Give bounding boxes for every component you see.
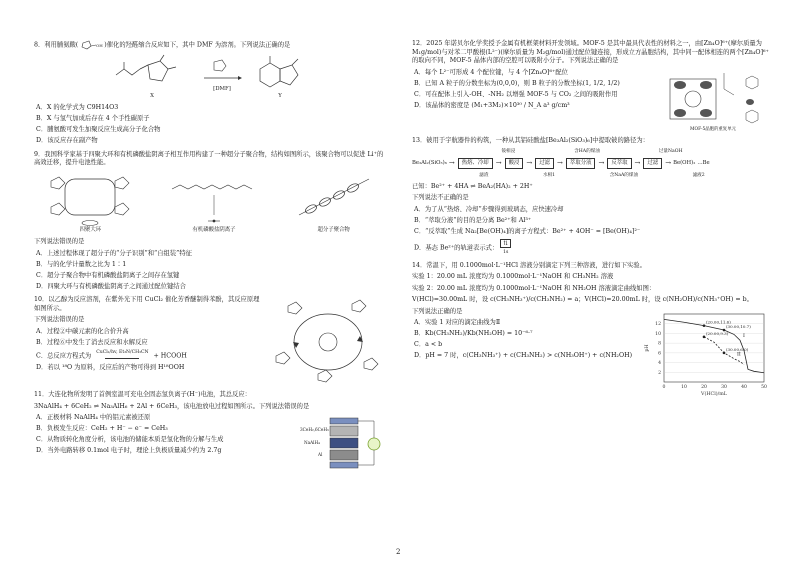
x-tick-label: 0	[662, 384, 666, 390]
flow-step-1: 热熔、冷却	[458, 158, 493, 169]
q8-option-c[interactable]: C．脯氨酸可发生加聚反应生成高分子化合物	[36, 126, 161, 134]
battery-label-al: Al	[318, 452, 323, 458]
macrocycle-icon	[45, 171, 135, 227]
y-tick-label: 4	[658, 360, 661, 366]
q10-stem: 10．以乙醇为反应溶剂，在紫外光下用 CuCl₂ 催化芳香醚制得苯酚，其反应原理如图所示。	[34, 296, 260, 312]
y-tick-label: 10	[655, 331, 661, 337]
q11-option-d[interactable]: D．当外电路转移 0.1mol 电子时，理论上负极质量减少约为 2.7g	[36, 447, 222, 455]
q13-option-d[interactable]: D．基态 Be²⁺的轨道表示式： ⇅ 1s	[412, 239, 772, 257]
q11-option-b[interactable]: B．负极发生反应：CeH₂ + H⁻ − e⁻ = CeH₃	[36, 425, 168, 433]
x-axis-label: V(HCl)/mL	[701, 391, 727, 397]
series-label-I: I	[743, 333, 745, 339]
y-tick-label: 6	[658, 350, 661, 356]
q13-note: 已知：Be²⁺ + 4HA ⇌ BeA₂(HA)₂ + 2H⁺	[412, 182, 533, 190]
q8-stem: 8．利用脯氨酸(	[34, 41, 79, 49]
mof5-cell-icon	[654, 69, 772, 127]
x-tick-label: 30	[721, 384, 727, 390]
q11-stem: 11．大连化物所发明了首例室温可充电全固态氢负离子(H⁻)电池，其总反应：	[34, 391, 251, 399]
dmf-label: [DMF]	[213, 86, 231, 92]
flow-arrow-icon: →	[526, 159, 533, 168]
y-tick-label: 12	[655, 321, 661, 327]
series-label-II: II	[737, 352, 741, 358]
q11-option-c[interactable]: C．从物质转化角度分析，该电池的储能本质是氢化物的分解与生成	[36, 436, 224, 444]
q9-figure	[34, 171, 386, 234]
battery-figure	[300, 414, 386, 472]
molecule-y-icon	[252, 53, 308, 93]
data-point-label: (20.00,9.3)	[706, 330, 729, 336]
question-9	[34, 151, 386, 291]
caption-polymer: 超分子聚合物	[317, 226, 350, 233]
q9-option-d[interactable]: D．四聚大环与有机磷酸盐阴离子之间通过配位键结合	[36, 282, 186, 290]
q12-option-c[interactable]: C．可在配体上引入-OH、-NH₂ 以增强 MOF-5 与 CO₂ 之间的吸附作用	[414, 90, 618, 98]
flow-arrow-icon: →	[598, 159, 605, 168]
data-point-label: (30.00,10.7)	[726, 323, 751, 329]
q12-option-a[interactable]: A．每个 L²⁻可形成 4 个配位键，与 4 个[Zn₄O]⁶⁺配位	[414, 68, 568, 76]
q12-option-b[interactable]: B．已知 A 粒子的分数坐标为(0,0,0)，则 B 粒子的分数坐标(1, 1/2, 1/2)	[414, 79, 620, 87]
flow-end: …Be	[697, 160, 710, 167]
data-point	[703, 324, 706, 327]
flow-arrow-icon: →	[448, 159, 455, 168]
q14-exp2: 实验 2：20.00 mL 浓度均为 0.1000mol·L⁻¹NaOH 和 NH₂OH 溶液滴定曲线如图：	[412, 284, 656, 292]
svg-text:OH: OH	[96, 43, 104, 48]
x-tick-label: 40	[741, 384, 747, 390]
q10-ask: 下列说法错误的是	[34, 316, 85, 324]
phosphate-anion-icon	[168, 171, 260, 227]
flow-bottom-0: 滤渣	[479, 173, 489, 179]
question-14	[412, 262, 772, 398]
flow-step-6: 过滤	[643, 158, 662, 169]
titration-chart	[642, 308, 772, 398]
q10-option-a[interactable]: A．过程②中碳元素的化合价升高	[36, 327, 129, 335]
flow-step-3: 过滤	[535, 158, 554, 169]
q9-option-a[interactable]: A．上述过程体现了超分子的“分子识别”和“自组装”特征	[36, 249, 192, 257]
q8-stem-2: )催化的羟醛缩合反应如下，其中 DMF 为溶剂。下列说法正确的是	[104, 41, 291, 49]
data-point-label: (30.00,6.0)	[726, 346, 749, 352]
q13-option-c[interactable]: C．“反萃取”生成 Na₂[Be(OH)₄]的离子方程式：Be²⁺ + 4OH⁻ = [Be(OH)₄]²⁻	[414, 227, 641, 235]
q8-option-a[interactable]: A．X 的化学式为 C9H14O3	[36, 104, 119, 112]
flow-start: Be₃Al₂(SiO₃)₆	[412, 160, 447, 167]
q14-stem: 14．常温下，用 0.1000mol·L⁻¹HCl 溶液分别滴定下列三种溶液，进行如下实验。	[412, 261, 646, 269]
left-column	[34, 40, 386, 472]
battery-label-ceh: 3CeH₂,6CeH₃	[300, 427, 329, 433]
q11-option-a[interactable]: A．正极材料 NaAlH₄ 中的铝元素被还原	[36, 414, 151, 422]
flow-arrow-icon: →	[557, 159, 563, 168]
flow-arrow-icon: →	[495, 159, 502, 168]
x-tick-label: 50	[761, 384, 767, 390]
q9-option-c[interactable]: C．超分子聚合物中有机磷酸盐阴离子之间存在氢键	[36, 271, 180, 279]
q14-ask: 下列说法正确的是	[412, 307, 463, 315]
flow-product: Be(OH)₂	[673, 160, 696, 167]
flow-top-0: 铍相浸	[501, 148, 516, 154]
q10-option-c[interactable]: C．总反应方程式为 CuCl₂/hv, Et₃N/CH₃CN + HCOOH	[36, 349, 187, 360]
y-tick-label: 2	[658, 370, 661, 376]
molecule-x-icon	[112, 53, 192, 93]
flow-arrow-icon: →	[665, 159, 672, 168]
flow-arrow-icon: →	[634, 159, 641, 168]
flow-bottom-2: 含NaA的煤油	[609, 173, 639, 179]
q8-reaction-figure	[34, 53, 386, 100]
flow-bottom-1: 水相1	[542, 173, 556, 179]
q10-product: + HCOOH	[153, 352, 187, 360]
label-x: X	[150, 93, 154, 99]
flow-top-2: 过量NaOH	[658, 148, 683, 154]
data-point-label: (20.00,11.6)	[706, 319, 731, 325]
reaction-arrow-icon	[202, 60, 242, 86]
q14-option-c[interactable]: C．a < b	[414, 341, 443, 349]
q9-option-b[interactable]: B．与的化学计量数之比为 1∶1	[36, 260, 127, 268]
q9-ask: 下列说法错误的是	[34, 238, 85, 246]
q8-option-d[interactable]: D．该反应存在副产物	[36, 137, 98, 145]
data-point	[703, 335, 706, 338]
question-10	[34, 296, 386, 386]
q14-option-b[interactable]: B．Kb(CH₃NH₂)/Kb(NH₂OH) = 10⁻⁶·⁷	[414, 330, 533, 338]
label-y: Y	[278, 93, 282, 99]
caption-anion: 有机磷酸盐阴离子	[192, 226, 236, 233]
q14-option-a[interactable]: A．实验 1 对应的滴定曲线为Ⅱ	[414, 319, 501, 327]
q13-flowchart	[412, 158, 772, 169]
orbital-box-icon: ⇅	[500, 239, 511, 248]
mof5-figure	[654, 69, 772, 133]
q10-option-d[interactable]: D．若以 ¹⁸O 为原料，反应后的产物可得到 H¹⁸OOH	[36, 364, 185, 372]
catalytic-cycle-figure	[268, 296, 386, 386]
flow-step-4: 萃取分液	[566, 158, 596, 169]
proline-icon	[80, 40, 102, 50]
x-tick-label: 10	[681, 384, 687, 390]
q8-option-b[interactable]: B．X 与氢气加成后存在 4 个手性碳原子	[36, 115, 150, 123]
x-tick-label: 20	[701, 384, 707, 390]
page-number: 2	[396, 548, 401, 556]
question-13	[412, 137, 772, 256]
q14-option-d[interactable]: D．pH = 7 时，c(CH₃NH₃⁺) + c(CH₃NH₂) > c(NH₃OH⁺) + c(NH₂OH)	[414, 352, 633, 360]
flow-step-5: 反萃取	[607, 158, 631, 169]
question-11	[34, 391, 386, 472]
mof5-caption: MOF-5晶胞的重复单元	[690, 126, 736, 132]
q11-equation: 3NaAlH₄ + 6CeH₂ ⇌ Na₃AlH₆ + 2Al + 6CeH₃，该电池放电过程如图所示。下列说法错误的是	[34, 402, 310, 410]
q13-option-a[interactable]: A．为了从“热熔、冷却”步骤得到玻璃态，应快速冷却	[414, 205, 564, 213]
right-column	[412, 40, 772, 398]
q13-ask: 下列说法不正确的是	[412, 194, 469, 202]
q14-exp1: 实验 1：20.00 mL 浓度均为 0.1000mol·L⁻¹NaOH 和 CH₃NH₂ 溶液	[412, 273, 614, 281]
q12-stem: 12．2025 年诺贝尔化学奖授予金属有机框架材料开发领域。MOF-5 是其中最具代表性的材料之一，由[Zn₄O]⁶⁺(摩尔质量为 M₁g/mol)与对苯二甲酸根(L²⁻)(摩尔质量为 M₂g/mol)通过配位键连接，形成立方晶胞结构，其中同一配体相连的两个[Zn₄O]⁶⁺的取向不同，MOF-5 晶体内部的空腔可以吸附小分子。下列说法正确的是	[412, 40, 769, 64]
supramolecular-polymer-icon	[293, 171, 375, 227]
data-point	[723, 351, 726, 354]
q10-option-b[interactable]: B．过程⑥中发生了消去反应和水解反应	[36, 338, 148, 346]
flow-bottom-3: 滤液2	[692, 173, 705, 179]
q10-condition: CuCl₂/hv, Et₃N/CH₃CN	[96, 349, 149, 355]
caption-macrocycle: 四聚大环	[79, 226, 102, 233]
orbital-label: 1s	[503, 250, 509, 256]
q13-option-b[interactable]: B．“萃取分液”的目的是分离 Be²⁺和 Al³⁺	[414, 216, 532, 224]
question-12	[412, 40, 772, 132]
y-tick-label: 8	[658, 341, 661, 347]
y-axis-label: pH	[645, 343, 650, 352]
q13-stem: 13．铍用于宇航器件的构筑，一种从其铝硅酸盐[Be₃Al₂(SiO₃)₆]中提取铍的路径为：	[412, 137, 649, 145]
battery-label-naalh4: NaAlH₄	[304, 440, 320, 446]
flow-step-2: 酸浸	[505, 158, 524, 169]
q14-exp3: V(HCl)=30.00mL 时，设 c(CH₃NH₃⁺)/c(CH₃NH₂) = a；V(HCl)=20.00mL 时，设 c(NH₂OH)/c(NH₃⁺OH) = b。	[412, 296, 753, 304]
question-8	[34, 40, 386, 146]
q12-option-d[interactable]: D．该晶体的密度是 (M₁+3M₂)×10³⁰ / N_A a³ g/cm³	[414, 101, 570, 109]
flow-top-1: 含HA的煤油	[574, 148, 600, 154]
q9-stem: 9．我国科学家基于四聚大环和有机磷酸盐阴离子相互作用构建了一种超分子聚合物，结构如图所示，该聚合物可以促进 Li⁺的高效迁移，提升电池性能。	[34, 150, 384, 167]
